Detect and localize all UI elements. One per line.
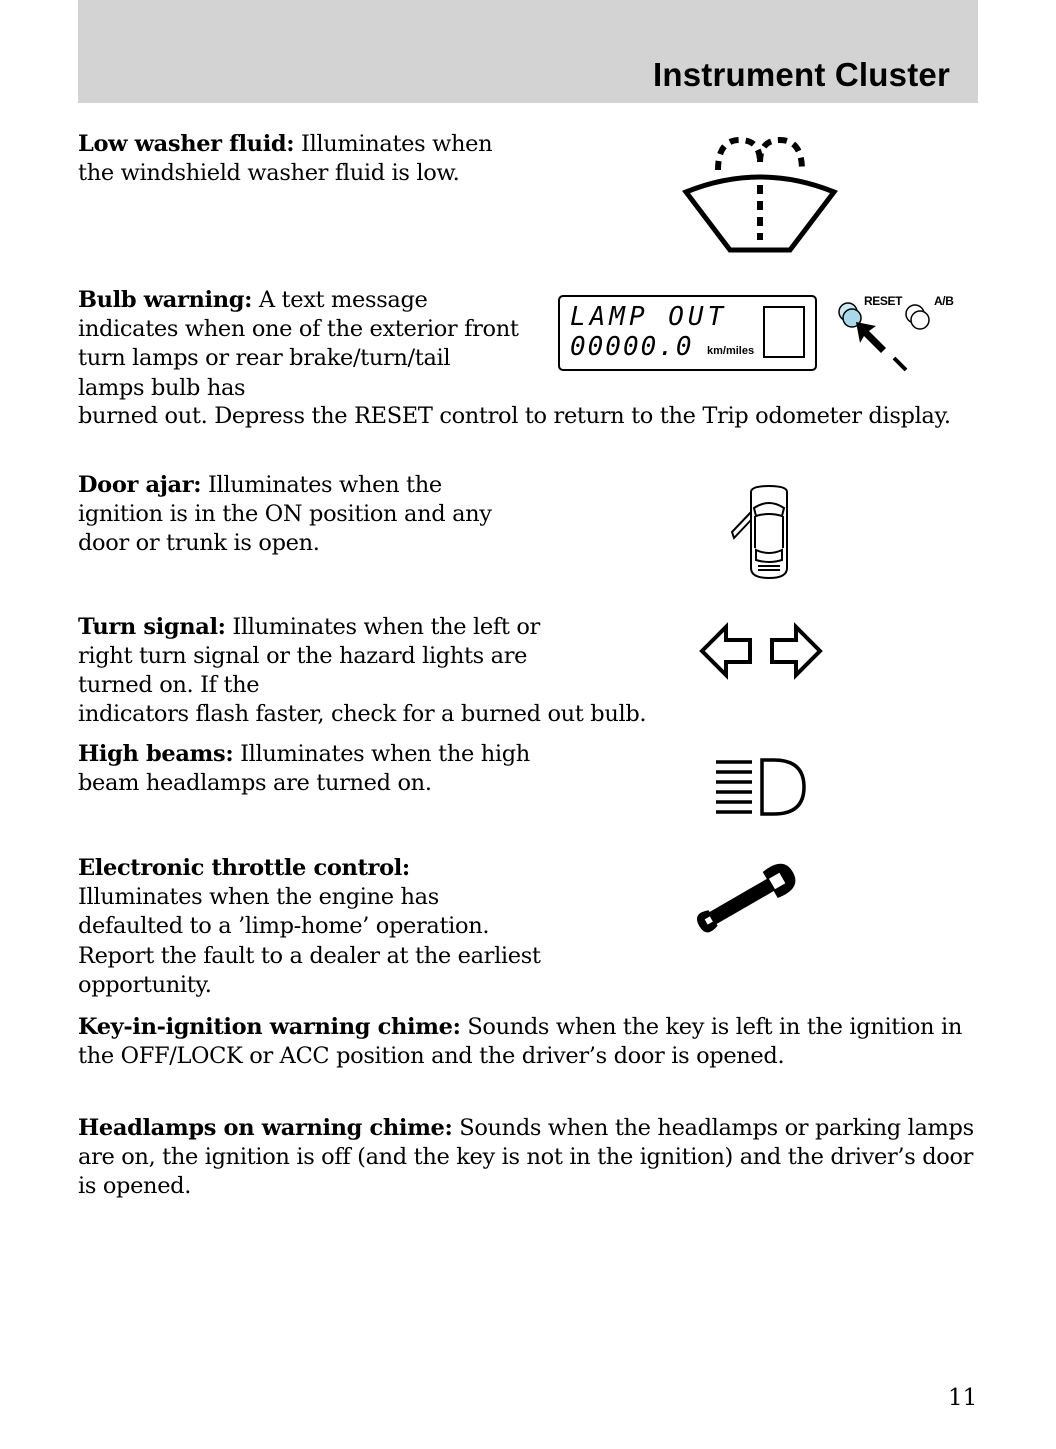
key-chime-text: Sounds when the key is left in the ignition in the OFF/LOCK or ACC position and the driver’s door is opened.: [78, 1014, 962, 1070]
turn-signal-icon: [698, 622, 826, 680]
page-number: 11: [948, 1385, 978, 1411]
odometer-readout: 00000.0: [570, 332, 694, 362]
high-beams-text: Illuminates when the high beam headlamps are turned on.: [78, 741, 530, 797]
bulb-warning-text: A text message indicates when one of the exterior front turn lamps or rear brake/turn/tail lamps bulb has: [78, 287, 519, 401]
reset-label: RESET: [864, 294, 903, 308]
high-beams-title: High beams:: [78, 741, 234, 767]
key-chime-title: Key-in-ignition warning chime:: [78, 1014, 461, 1040]
bulb-warning-paragraph: [78, 286, 523, 403]
ab-button-icon: [902, 300, 938, 336]
lamp-out-message: LAMP OUT: [570, 302, 728, 332]
key-chime-paragraph: [78, 1013, 978, 1071]
headlamp-chime-title: Headlamps on warning chime:: [78, 1115, 453, 1141]
etc-paragraph: [78, 854, 548, 1000]
door-ajar-paragraph: [78, 471, 523, 559]
door-ajar-text: Illuminates when the ignition is in the ON position and any door or trunk is open.: [78, 472, 492, 557]
ab-label: A/B: [934, 294, 954, 308]
low-washer-fluid-title: Low washer fluid:: [78, 131, 295, 157]
low-washer-fluid-text: Illuminates when the windshield washer fluid is low.: [78, 131, 493, 187]
door-ajar-icon: [726, 484, 796, 582]
turn-signal-text: Illuminates when the left or right turn signal or the hazard lights are turned on. If the: [78, 614, 540, 699]
headlamp-chime-text: Sounds when the headlamps or parking lamps are on, the ignition is off (and the key is not in the ignition) and the driver’s door is opened.: [78, 1115, 974, 1200]
display-box: [763, 306, 805, 358]
high-beams-paragraph: [78, 740, 538, 798]
message-center-display: [558, 295, 817, 371]
distance-unit: km/miles: [707, 345, 755, 357]
low-washer-fluid-paragraph: [78, 130, 523, 188]
high-beam-icon: [712, 756, 810, 818]
washer-fluid-icon: [678, 130, 843, 260]
headlamp-chime-paragraph: [78, 1114, 978, 1202]
etc-text: Illuminates when the engine has defaulted to a ’limp-home’ operation. Report the fault to a dealer at the earliest opportunity.: [78, 884, 541, 998]
etc-title: Electronic throttle control:: [78, 855, 410, 881]
page-title: Instrument Cluster: [653, 56, 950, 93]
bulb-warning-title: Bulb warning:: [78, 287, 253, 313]
turn-signal-continued: indicators flash faster, check for a burned out bulb.: [78, 701, 647, 727]
door-ajar-title: Door ajar:: [78, 472, 202, 498]
wrench-icon: [686, 856, 806, 942]
page-header: [78, 0, 978, 103]
turn-signal-paragraph: [78, 613, 548, 701]
turn-signal-title: Turn signal:: [78, 614, 226, 640]
bulb-warning-continued: burned out. Depress the RESET control to return to the Trip odometer display.: [78, 403, 951, 429]
